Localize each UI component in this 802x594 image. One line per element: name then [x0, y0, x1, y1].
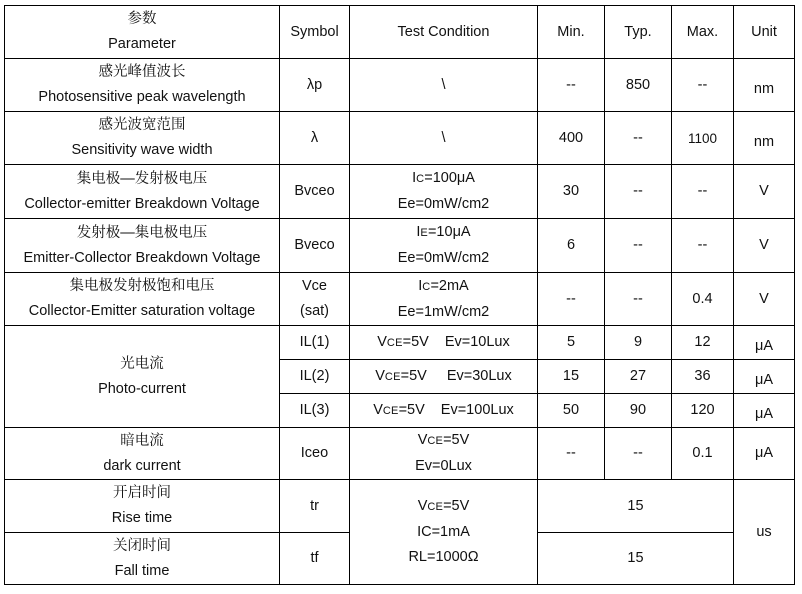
cond-var: V: [377, 333, 387, 350]
param-cn: 暗电流: [120, 432, 164, 449]
unit-cell: μA: [734, 428, 795, 480]
unit-text: μA: [754, 338, 774, 354]
param-cn: 发射极—集电极电压: [76, 224, 208, 241]
param-en: Collector-Emitter saturation voltage: [28, 303, 256, 319]
symbol-cell: λ: [280, 112, 350, 165]
min-cell: 6: [538, 219, 605, 273]
min-cell: 5: [538, 326, 605, 360]
min-cell: 30: [538, 165, 605, 219]
condition-line-1: [350, 220, 537, 246]
table-row-dark-current: [5, 428, 795, 480]
condition-line-1: [350, 428, 537, 454]
condition-cell: \: [350, 112, 538, 165]
param-cell: [5, 533, 280, 585]
typ-cell: --: [605, 112, 672, 165]
symbol-cell: λp: [280, 59, 350, 112]
condition-cell: [350, 165, 538, 219]
cond-var: V: [417, 432, 428, 448]
typ-cell: 9: [605, 326, 672, 360]
condition-cell: [350, 219, 538, 273]
condition-line-1: [350, 274, 537, 300]
cond-subscript: CE: [427, 435, 444, 447]
max-cell: 120: [672, 394, 734, 428]
param-cn: 关闭时间: [113, 537, 171, 554]
table-row-rise-time: [5, 480, 795, 533]
param-cell: [5, 165, 280, 219]
cond-subscript: E: [420, 227, 428, 239]
cond-ev: Ev=10Lux: [444, 333, 510, 350]
symbol-cell: Iceo: [280, 428, 350, 480]
typ-cell: 90: [605, 394, 672, 428]
condition-line-2: Ee=0mW/cm2: [397, 250, 490, 266]
table-row-peak-wavelength: [5, 59, 795, 112]
unit-cell: V: [734, 273, 795, 326]
condition-cell: [350, 360, 538, 394]
param-cn: 集电极—发射极电压: [76, 170, 208, 187]
typ-cell: 850: [605, 59, 672, 112]
unit-cell: [734, 360, 795, 394]
max-cell: 12: [672, 326, 734, 360]
unit-cell: V: [734, 219, 795, 273]
min-cell: --: [538, 59, 605, 112]
unit-cell: [734, 326, 795, 360]
cond-value: =5V: [443, 498, 470, 514]
symbol-cell: [280, 273, 350, 326]
min-cell: 15: [538, 360, 605, 394]
cond-ev: Ev=30Lux: [446, 367, 512, 384]
header-parameter: [5, 6, 280, 59]
typ-cell: 27: [605, 360, 672, 394]
param-en: Fall time: [114, 562, 170, 579]
symbol-cell: IL(1): [280, 326, 350, 360]
typ-cell: --: [605, 219, 672, 273]
header-max: Max.: [672, 6, 734, 59]
condition-line-1: [350, 166, 537, 192]
cond-value: =2mA: [430, 277, 469, 294]
max-cell: --: [672, 165, 734, 219]
cond-subscript: CE: [384, 370, 401, 383]
param-en: Collector-emitter Breakdown Voltage: [24, 195, 260, 212]
param-cell: [5, 480, 280, 533]
header-parameter-cn: 参数: [127, 11, 157, 27]
param-cell: [5, 273, 280, 326]
param-cn: 感光峰值波长: [98, 64, 186, 80]
symbol-cell: IL(2): [280, 360, 350, 394]
header-symbol: Symbol: [280, 6, 350, 59]
symbol-cell: IL(3): [280, 394, 350, 428]
max-cell: 1100: [672, 112, 734, 165]
cond-value: =10μA: [427, 224, 471, 240]
cond-value: =5V: [402, 333, 429, 350]
min-cell: --: [538, 273, 605, 326]
cond-var: I: [412, 170, 417, 186]
condition-cell: [350, 326, 538, 360]
param-cell: [5, 112, 280, 165]
unit-text: μA: [754, 372, 774, 388]
param-en: Photosensitive peak wavelength: [38, 89, 246, 105]
table-row-wave-width: [5, 112, 795, 165]
cond-subscript: C: [416, 173, 425, 185]
cond-var: I: [416, 224, 421, 240]
cond-subscript: CE: [427, 501, 444, 513]
header-unit: Unit: [734, 6, 795, 59]
unit-text: μA: [754, 406, 774, 422]
param-en: Emitter-Collector Breakdown Voltage: [23, 249, 261, 266]
table-row-vce-sat: [5, 273, 795, 326]
table-row-photo-current-1: [5, 326, 795, 360]
cond-subscript: CE: [382, 404, 399, 417]
header-min: Min.: [538, 6, 605, 59]
header-typ: Typ.: [605, 6, 672, 59]
unit-cell: [734, 394, 795, 428]
specification-table: [4, 5, 795, 585]
condition-cell: [350, 273, 538, 326]
cond-value: =5V: [400, 367, 427, 384]
cond-ev: Ev=100Lux: [440, 401, 514, 418]
param-en: Photo-current: [98, 380, 186, 397]
param-en: dark current: [103, 457, 181, 474]
max-cell: --: [672, 219, 734, 273]
rise-time-value: 15: [538, 480, 734, 533]
cond-subscript: C: [422, 280, 431, 293]
cond-subscript: CE: [386, 336, 403, 349]
symbol-cell: Bvceo: [280, 165, 350, 219]
typ-cell: --: [605, 273, 672, 326]
symbol-line-1: Vce: [302, 278, 327, 294]
symbol-line-2: (sat): [300, 303, 329, 319]
max-cell: 0.1: [672, 428, 734, 480]
cond-value: =5V: [443, 432, 470, 448]
max-cell: --: [672, 59, 734, 112]
max-cell: 0.4: [672, 273, 734, 326]
cond-value: =100μA: [424, 170, 475, 186]
param-cell: [5, 428, 280, 480]
symbol-cell: tf: [280, 533, 350, 585]
typ-cell: --: [605, 428, 672, 480]
max-cell: 36: [672, 360, 734, 394]
param-cn: 光电流: [120, 355, 164, 372]
param-en: Rise time: [111, 510, 173, 526]
param-cell: [5, 219, 280, 273]
unit-cell: [734, 59, 795, 112]
cond-var: V: [373, 401, 383, 418]
condition-line-3: RL=1000Ω: [408, 549, 479, 565]
unit-cell: [734, 112, 795, 165]
condition-cell: [350, 394, 538, 428]
min-cell: 400: [538, 112, 605, 165]
cond-var: I: [418, 277, 423, 294]
fall-time-value: 15: [538, 533, 734, 585]
cond-var: V: [375, 367, 385, 384]
header-row: [5, 6, 795, 59]
header-parameter-en: Parameter: [108, 36, 176, 52]
unit-cell: V: [734, 165, 795, 219]
min-cell: 50: [538, 394, 605, 428]
table-row-bveco: [5, 219, 795, 273]
condition-cell: [350, 428, 538, 480]
table-row-bvceo: [5, 165, 795, 219]
symbol-cell: Bveco: [280, 219, 350, 273]
condition-line-2: Ee=1mW/cm2: [397, 303, 490, 320]
condition-cell-timing: [350, 480, 538, 585]
cond-value: =5V: [398, 401, 425, 418]
condition-cell: \: [350, 59, 538, 112]
min-cell: --: [538, 428, 605, 480]
param-cn: 集电极发射极饱和电压: [69, 278, 215, 294]
condition-line-2: Ee=0mW/cm2: [397, 196, 490, 212]
condition-line-2: IC=1mA: [417, 524, 470, 540]
param-cell: [5, 59, 280, 112]
condition-line-2: Ev=0Lux: [415, 458, 472, 474]
param-cn: 开启时间: [113, 485, 171, 501]
param-cell-photo-current: [5, 326, 280, 428]
condition-line-1: [350, 494, 537, 520]
typ-cell: --: [605, 165, 672, 219]
unit-cell-timing: us: [734, 480, 795, 585]
param-en: Sensitivity wave width: [71, 142, 213, 158]
cond-var: V: [417, 498, 428, 514]
param-cn: 感光波宽范围: [98, 117, 186, 133]
header-test-condition: Test Condition: [350, 6, 538, 59]
unit-text: nm: [753, 133, 775, 150]
unit-text: nm: [753, 80, 775, 97]
symbol-cell: tr: [280, 480, 350, 533]
